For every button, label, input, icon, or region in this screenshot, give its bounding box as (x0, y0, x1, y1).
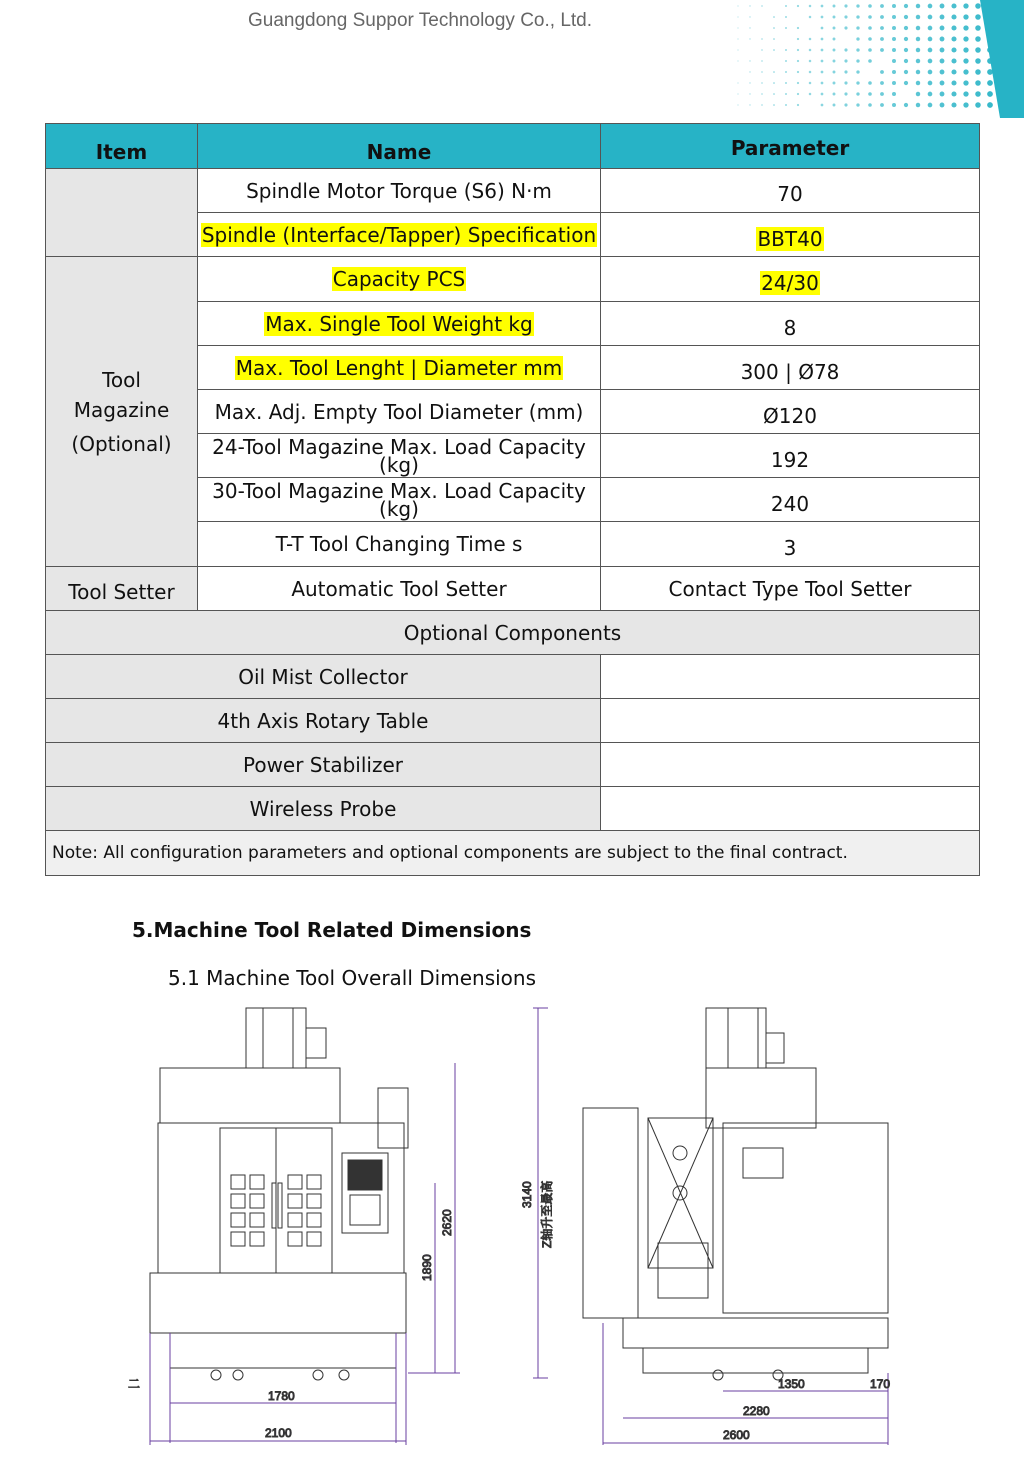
decorative-dot (963, 58, 968, 63)
decorative-dot (928, 37, 933, 42)
row-value: 3 (601, 522, 980, 567)
side-height: 3140 (520, 1181, 534, 1208)
decorative-dot (749, 16, 750, 17)
decorative-dot (737, 60, 738, 61)
decorative-dot (761, 93, 763, 95)
decorative-dot (773, 71, 775, 73)
decorative-dot (963, 91, 968, 96)
decorative-dot (761, 71, 763, 73)
decorative-dot (951, 80, 956, 85)
decorative-dot (880, 4, 884, 8)
decorative-dot (868, 4, 872, 8)
decorative-dot (856, 4, 859, 7)
optional-item-value (601, 655, 980, 699)
decorative-dot (940, 92, 945, 97)
decorative-dot (833, 93, 836, 96)
table-header-row (46, 124, 980, 169)
decorative-dot (963, 80, 968, 85)
decorative-dot (963, 25, 968, 30)
decorative-dot (916, 103, 920, 107)
decorative-dot (821, 38, 824, 41)
item-line: Tool (102, 367, 141, 392)
decorative-dot (809, 38, 812, 41)
decorative-dot (975, 3, 981, 9)
header-item: Item (46, 124, 198, 169)
decorative-dot (737, 93, 738, 94)
decorative-dot (737, 16, 738, 17)
front-height-1: 1890 (420, 1254, 434, 1281)
decorative-dot (785, 16, 787, 18)
decorative-dot (987, 80, 993, 86)
decorative-dot (773, 93, 775, 95)
decorative-dot (951, 47, 956, 52)
decorative-dot (856, 59, 859, 62)
optional-item: Wireless Probe (46, 787, 601, 831)
decorative-dot (773, 49, 775, 51)
decorative-dot (856, 92, 859, 95)
decorative-dot (844, 81, 847, 84)
decorative-dot (797, 82, 799, 84)
row-name-cell (198, 346, 601, 390)
decorative-dot (821, 104, 824, 107)
decorative-dot (749, 60, 750, 61)
decorative-dot (809, 5, 812, 8)
table-row (46, 567, 980, 611)
decorative-dot (797, 49, 799, 51)
section-title: 5.Machine Tool Related Dimensions (132, 918, 532, 942)
row-name-cell (198, 257, 601, 302)
decorative-dot (785, 27, 787, 29)
decorative-teal-corner (980, 0, 1024, 118)
front-dimension-lines (150, 1063, 460, 1445)
decorative-dot (809, 82, 812, 85)
decorative-dot (904, 70, 908, 74)
decorative-dot (797, 27, 799, 29)
decorative-dot (797, 60, 799, 62)
machine-dimension-drawing (128, 1003, 898, 1453)
decorative-dot (880, 70, 884, 74)
decorative-dot (951, 69, 956, 74)
front-width-inner: 1780 (268, 1389, 295, 1403)
decorative-dot (916, 4, 920, 8)
decorative-dot (761, 82, 763, 84)
decorative-dot (856, 26, 859, 29)
decorative-dot (785, 93, 787, 95)
decorative-dot (797, 104, 799, 106)
row-name: Automatic Tool Setter (198, 567, 601, 611)
side-dim-2: 170 (870, 1377, 891, 1391)
decorative-dot (951, 14, 956, 19)
row-value: 70 (601, 169, 980, 213)
optional-components-title: Optional Components (46, 611, 980, 655)
decorative-dot (940, 4, 945, 9)
decorative-dot (761, 60, 763, 62)
decorative-dot (821, 82, 824, 85)
decorative-dot (880, 92, 884, 96)
decorative-dot (833, 71, 836, 74)
decorative-dot (975, 91, 981, 97)
decorative-dot (975, 14, 981, 20)
decorative-dot (833, 60, 836, 63)
decorative-dot (940, 37, 945, 42)
decorative-dot (785, 104, 787, 106)
company-name: Guangdong Suppor Technology Co., Ltd. (248, 10, 593, 31)
decorative-dot (916, 59, 920, 63)
decorative-dot (821, 49, 824, 52)
decorative-dot (809, 49, 812, 52)
decorative-dot (916, 92, 920, 96)
decorative-dot (916, 15, 920, 19)
decorative-dot (975, 47, 981, 53)
decorative-dot (975, 102, 981, 108)
decorative-dot (833, 5, 836, 8)
decorative-dot (928, 70, 933, 75)
decorative-dot (892, 26, 896, 30)
decorative-dot (928, 48, 933, 53)
row-name: T-T Tool Changing Time s (198, 522, 601, 567)
decorative-dot (856, 103, 859, 106)
decorative-dot (737, 49, 738, 50)
decorative-dot (749, 38, 750, 39)
decorative-dot (821, 60, 824, 63)
decorative-dot (951, 25, 956, 30)
decorative-dot (737, 27, 738, 28)
decorative-dot (833, 82, 836, 85)
decorative-dot (773, 27, 775, 29)
decorative-dot (844, 4, 847, 7)
row-name: Max. Tool Lenght | Diameter mm (235, 355, 563, 380)
row-name: Spindle Motor Torque (S6) N·m (198, 169, 601, 213)
optional-item-value (601, 699, 980, 743)
decorative-dot (868, 59, 872, 63)
row-value: Contact Type Tool Setter (601, 567, 980, 611)
decorative-dot (856, 37, 859, 40)
decorative-dot (856, 81, 859, 84)
decorative-dot (833, 27, 836, 30)
decorative-dot (904, 103, 908, 107)
decorative-dot (749, 104, 750, 105)
decorative-dot (809, 16, 812, 19)
optional-item: Power Stabilizer (46, 743, 601, 787)
note-text: Note: All configuration parameters and optional components are subject to the final contract. (46, 831, 980, 876)
decorative-dot (821, 71, 824, 74)
row-name-cell (198, 302, 601, 346)
row-value: 24/30 (761, 271, 819, 295)
spec-table (45, 123, 980, 876)
decorative-dot (892, 70, 896, 74)
row-value-cell (601, 213, 980, 257)
item-line: Magazine (73, 397, 170, 422)
decorative-dot (904, 81, 908, 85)
decorative-dot (892, 37, 896, 41)
row-name: Max. Single Tool Weight kg (265, 311, 533, 336)
front-width-outer: 2100 (265, 1426, 292, 1440)
decorative-dot (916, 26, 920, 30)
decorative-dot (833, 16, 836, 19)
side-height-note: Z轴升至最高 (540, 1180, 554, 1248)
decorative-dot (797, 38, 799, 40)
decorative-dot (940, 70, 945, 75)
decorative-dot (892, 48, 896, 52)
decorative-dot (940, 59, 945, 64)
item-line: (Optional) (71, 431, 172, 456)
decorative-dot (916, 48, 920, 52)
row-value: Ø120 (601, 390, 980, 434)
decorative-dot (928, 26, 933, 31)
decorative-dot (821, 5, 824, 8)
row-value: BBT40 (757, 226, 823, 251)
side-view-drawing (520, 1008, 890, 1445)
spindle-item-cell (46, 169, 198, 257)
decorative-dot (904, 26, 908, 30)
decorative-dot (773, 16, 775, 18)
optional-item-row (46, 699, 980, 743)
decorative-dot (737, 104, 738, 105)
decorative-dot (737, 38, 738, 39)
decorative-dot (940, 103, 945, 108)
decorative-dot (761, 104, 763, 106)
decorative-dot-pattern (730, 0, 1024, 118)
decorative-dot (951, 3, 956, 8)
decorative-dot (797, 71, 799, 73)
decorative-dot (809, 93, 812, 96)
row-value: 192 (601, 434, 980, 478)
decorative-dot (892, 15, 896, 19)
decorative-dot (963, 47, 968, 52)
table-row (46, 257, 980, 302)
decorative-dot (916, 37, 920, 41)
optional-item: 4th Axis Rotary Table (46, 699, 601, 743)
decorative-dot (773, 38, 775, 40)
row-value-cell (601, 257, 980, 302)
row-name: Capacity PCS (332, 267, 466, 291)
decorative-dot (856, 70, 859, 73)
decorative-dot (833, 104, 836, 107)
decorative-dot (785, 5, 787, 7)
decorative-dot (892, 81, 896, 85)
decorative-dot (821, 93, 824, 96)
decorative-dot (821, 16, 824, 19)
row-name: 24-Tool Magazine Max. Load Capacity (kg) (198, 434, 601, 478)
decorative-dot (928, 59, 933, 64)
decorative-dot (749, 82, 750, 83)
optional-item-row (46, 787, 980, 831)
decorative-dot (928, 15, 933, 20)
decorative-dot (844, 59, 847, 62)
decorative-dot (749, 93, 750, 94)
decorative-dot (868, 15, 872, 19)
decorative-dot (975, 36, 981, 42)
decorative-dot (737, 82, 738, 83)
decorative-dot (868, 26, 872, 30)
decorative-dot (963, 69, 968, 74)
decorative-dot (856, 48, 859, 51)
decorative-dot (844, 15, 847, 18)
side-dimension-lines (533, 1008, 891, 1445)
decorative-dot (844, 26, 847, 29)
decorative-dot (749, 5, 750, 6)
decorative-dot (833, 38, 836, 41)
decorative-dot (868, 81, 872, 85)
decorative-dot (856, 15, 859, 18)
decorative-dot (963, 36, 968, 41)
optional-item-value (601, 787, 980, 831)
row-name: Spindle (Interface/Tapper) Specification (201, 222, 597, 247)
optional-components-title-row (46, 611, 980, 655)
decorative-dot (880, 37, 884, 41)
decorative-dot (951, 91, 956, 96)
optional-item-value (601, 743, 980, 787)
decorative-dot (809, 71, 812, 74)
decorative-dot (975, 58, 981, 64)
decorative-dot (904, 48, 908, 52)
decorative-dot (987, 91, 993, 97)
note-row (46, 831, 980, 876)
decorative-dot (785, 71, 787, 73)
decorative-dot (868, 48, 872, 52)
decorative-dot (880, 15, 884, 19)
decorative-dot (904, 37, 908, 41)
decorative-dot (761, 5, 763, 7)
side-dim-3: 2280 (743, 1404, 770, 1418)
decorative-dot (892, 92, 896, 96)
table-row (46, 169, 980, 213)
side-dim-1: 1350 (778, 1377, 805, 1391)
header-name: Name (198, 124, 601, 169)
decorative-dot (844, 48, 847, 51)
front-mark: 二 (128, 1377, 141, 1391)
decorative-dot (880, 103, 884, 107)
decorative-dot (785, 82, 787, 84)
decorative-dot (963, 102, 968, 107)
row-name: 30-Tool Magazine Max. Load Capacity (kg) (198, 478, 601, 522)
decorative-dot (975, 69, 981, 75)
decorative-dot (892, 59, 896, 63)
decorative-dot (892, 103, 896, 107)
decorative-dot (785, 60, 787, 62)
decorative-dot (940, 15, 945, 20)
decorative-dot (880, 48, 884, 52)
decorative-dot (809, 60, 812, 63)
decorative-dot (916, 70, 920, 74)
decorative-dot (963, 14, 968, 19)
row-value: 300 | Ø78 (601, 346, 980, 390)
decorative-dot (940, 26, 945, 31)
side-dim-4: 2600 (723, 1428, 750, 1442)
decorative-dot (844, 70, 847, 73)
decorative-dot (844, 103, 847, 106)
decorative-dot (749, 27, 750, 28)
decorative-dot (880, 26, 884, 30)
decorative-dot (963, 3, 968, 8)
row-name: Max. Adj. Empty Tool Diameter (mm) (198, 390, 601, 434)
decorative-dot (844, 92, 847, 95)
decorative-dot (821, 27, 824, 30)
decorative-dot (785, 49, 787, 51)
optional-item: Oil Mist Collector (46, 655, 601, 699)
decorative-dot (892, 4, 896, 8)
tool-magazine-item-cell (46, 257, 198, 567)
decorative-dot (975, 25, 981, 31)
decorative-dot (928, 92, 933, 97)
decorative-dot (951, 102, 956, 107)
row-value: 240 (601, 478, 980, 522)
decorative-dot (916, 81, 920, 85)
front-view-drawing (128, 1008, 460, 1445)
front-height-2: 2620 (440, 1209, 454, 1236)
decorative-dot (904, 15, 908, 19)
decorative-dot (880, 81, 884, 85)
decorative-dot (928, 4, 933, 9)
decorative-dot (797, 93, 799, 95)
tool-setter-item: Tool Setter (46, 567, 198, 611)
decorative-dot (773, 104, 775, 106)
header-parameter: Parameter (601, 124, 980, 169)
decorative-dot (868, 103, 872, 107)
decorative-dot (928, 103, 933, 108)
decorative-dot (773, 82, 775, 84)
optional-item-row (46, 743, 980, 787)
optional-item-row (46, 655, 980, 699)
decorative-dot (749, 71, 750, 72)
row-value: 8 (601, 302, 980, 346)
decorative-dot (833, 49, 836, 52)
decorative-dot (761, 38, 763, 40)
decorative-dot (975, 80, 981, 86)
decorative-dot (940, 48, 945, 53)
decorative-dot (761, 49, 763, 51)
decorative-dot (987, 102, 993, 108)
decorative-dot (868, 92, 872, 96)
decorative-dot (951, 36, 956, 41)
decorative-dot (904, 59, 908, 63)
section-subtitle: 5.1 Machine Tool Overall Dimensions (168, 966, 537, 990)
decorative-dot (737, 5, 738, 6)
row-name-cell (198, 213, 601, 257)
decorative-dot (797, 5, 799, 7)
decorative-dot (940, 81, 945, 86)
decorative-dot (951, 58, 956, 63)
decorative-dot (928, 81, 933, 86)
decorative-dot (904, 4, 908, 8)
decorative-dot (868, 37, 872, 41)
